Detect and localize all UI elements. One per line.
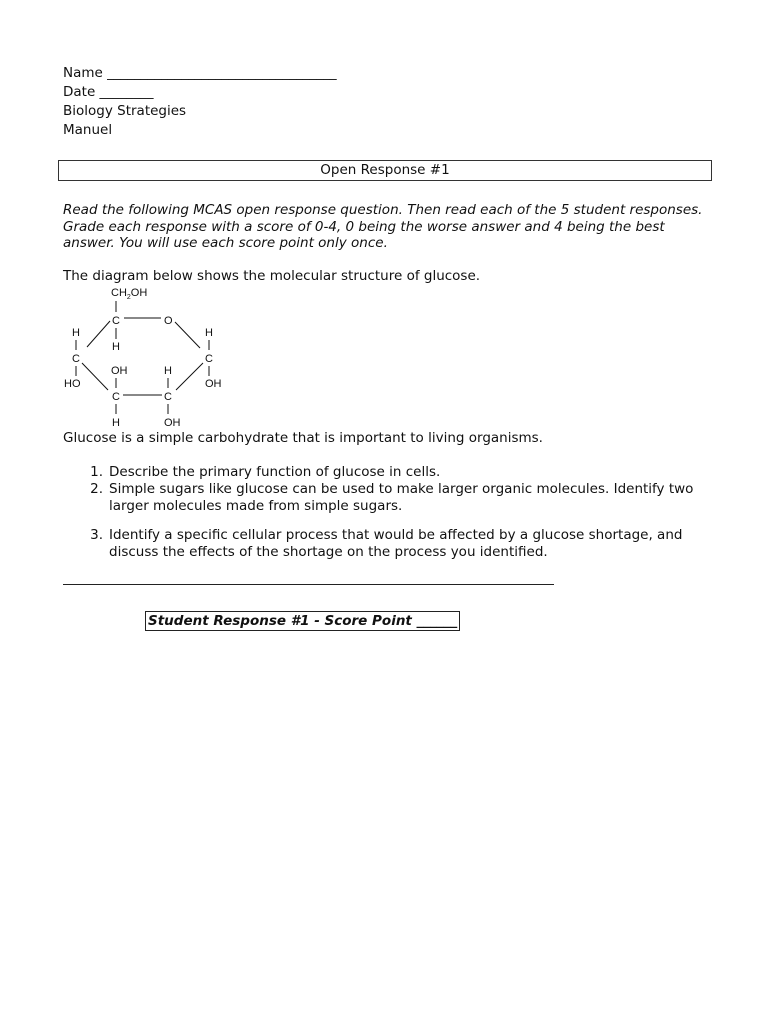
label-c2: C: [72, 353, 80, 365]
bond: [82, 363, 108, 390]
question-intro: The diagram below shows the molecular structure of glucose.: [63, 268, 481, 284]
label-ch2oh: $CH_2OH$: [111, 287, 148, 301]
date-line: Date ________: [63, 84, 154, 100]
label-o: O: [164, 315, 173, 327]
question-number: 2.: [90, 481, 103, 497]
student-response-heading: Student Response #1 - Score Point ______: [145, 611, 460, 631]
section-title: Open Response #1: [58, 160, 712, 181]
label-c1: C: [112, 315, 120, 327]
bond: [176, 363, 203, 390]
teacher-name: Manuel: [63, 122, 113, 138]
name-line: Name __________________________________: [63, 65, 337, 81]
bond: [175, 322, 200, 348]
label-oh2: OH: [111, 365, 128, 377]
label-h4: H: [164, 365, 172, 377]
label-ho: HO: [64, 378, 81, 390]
label-c3: C: [205, 353, 213, 365]
question-text: Describe the primary function of glucose in cells.: [109, 464, 441, 480]
label-oh3: OH: [164, 417, 181, 429]
label-c5: C: [164, 391, 172, 403]
question-text: Simple sugars like glucose can be used to make larger organic molecules. Identify two larger molecules made from simple sugars.: [109, 481, 694, 514]
bond: [87, 321, 110, 347]
glucose-description: Glucose is a simple carbohydrate that is important to living organisms.: [63, 430, 543, 446]
label-h2: H: [72, 327, 80, 339]
question-number: 1.: [90, 464, 103, 480]
divider-line: [63, 584, 554, 585]
label-c4: C: [112, 391, 120, 403]
instructions: Read the following MCAS open response question. Then read each of the 5 student responses. Grade each response with a score of 0-4, 0 being the worse answer and 4 being the best answer. You will use each score point only once.: [63, 202, 703, 251]
question-number: 3.: [90, 527, 103, 543]
glucose-structure-diagram: [60, 284, 240, 432]
label-h3: H: [205, 327, 213, 339]
label-oh1: OH: [205, 378, 222, 390]
course-name: Biology Strategies: [63, 103, 187, 119]
question-text: Identify a specific cellular process that would be affected by a glucose shortage, and discuss the effects of the shortage on the process you identified.: [109, 527, 683, 560]
label-h1: H: [112, 341, 120, 353]
label-h5: H: [112, 417, 120, 429]
